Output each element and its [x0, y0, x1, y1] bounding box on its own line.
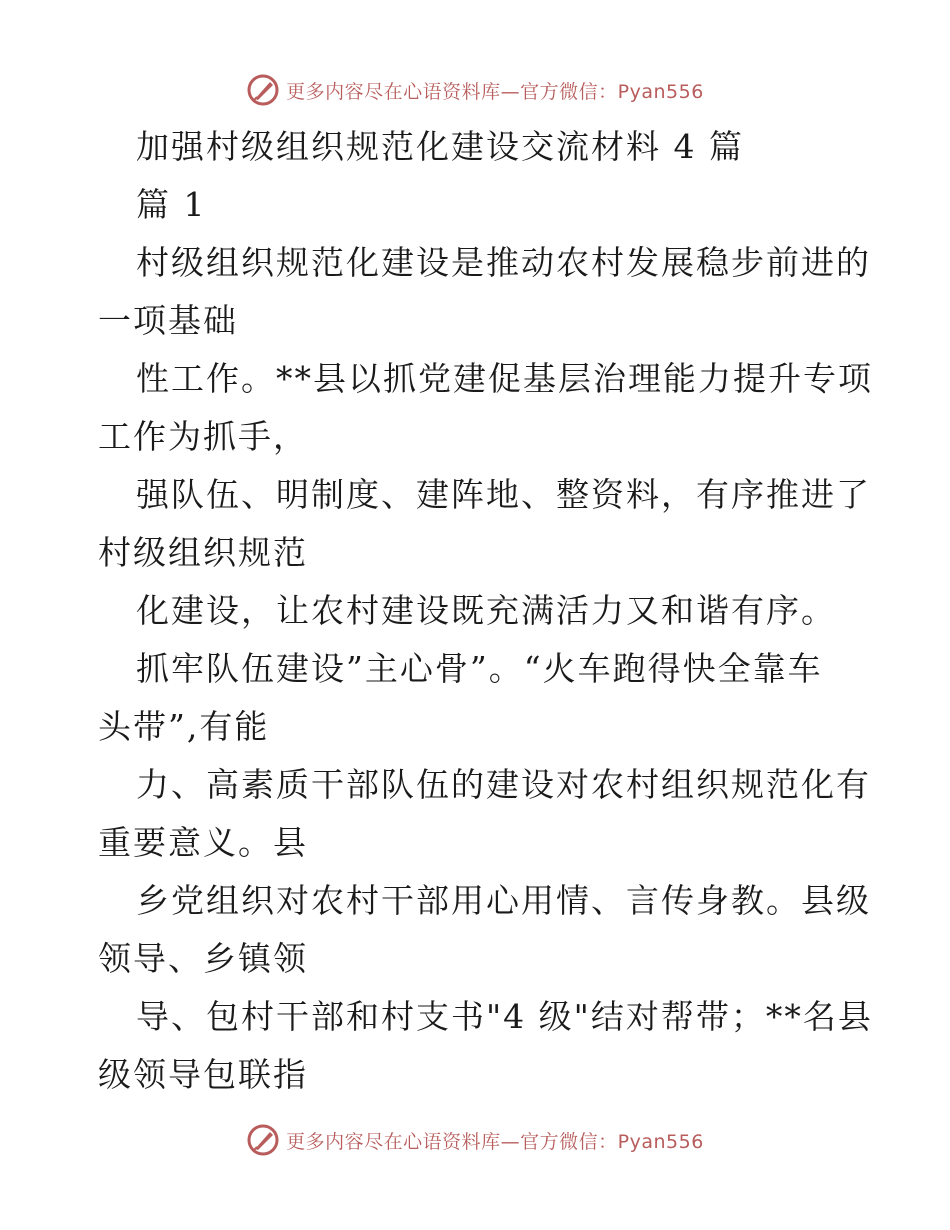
- text-line: 级领导包联指: [98, 1055, 308, 1094]
- text-line: 性工作。**县以抓党建促基层治理能力提升专项: [136, 359, 873, 398]
- watermark-header: [0, 70, 950, 110]
- text-line: 化建设，让农村建设既充满活力又和谐有序。: [136, 591, 836, 630]
- watermark-text: 更多内容尽在心语资料库—官方微信：Pyan556: [286, 1130, 704, 1153]
- text-line: 头带”,有能: [98, 707, 270, 746]
- text-line: 力、高素质干部队伍的建设对农村组织规范化有: [136, 765, 871, 804]
- text-line: 村级组织规范: [98, 533, 308, 572]
- text-line: 强队伍、明制度、建阵地、整资料，有序推进了: [136, 475, 871, 514]
- document-body: [98, 118, 873, 1104]
- watermark-footer: [0, 1120, 950, 1160]
- text-line: 抓牢队伍建设”主心骨”。“火车跑得快全靠车: [136, 649, 823, 688]
- text-line: 重要意义。县: [98, 823, 308, 862]
- text-line: 领导、乡镇领: [98, 939, 308, 978]
- watermark-text: 更多内容尽在心语资料库—官方微信：Pyan556: [286, 80, 704, 103]
- section-heading: 篇 1: [136, 185, 207, 224]
- text-line: 乡党组织对农村干部用心用情、言传身教。县级: [136, 881, 871, 920]
- feather-quill-logo-icon: [246, 1123, 280, 1157]
- text-line: 工作为抓手，: [98, 417, 308, 456]
- document-title: 加强村级组织规范化建设交流材料 4 篇: [136, 127, 744, 166]
- text-line: 导、包村干部和村支书"4 级"结对帮带；**名县: [136, 997, 873, 1036]
- text-line: 村级组织规范化建设是推动农村发展稳步前进的: [136, 243, 871, 282]
- feather-quill-logo-icon: [246, 73, 280, 107]
- text-line: 一项基础: [98, 301, 238, 340]
